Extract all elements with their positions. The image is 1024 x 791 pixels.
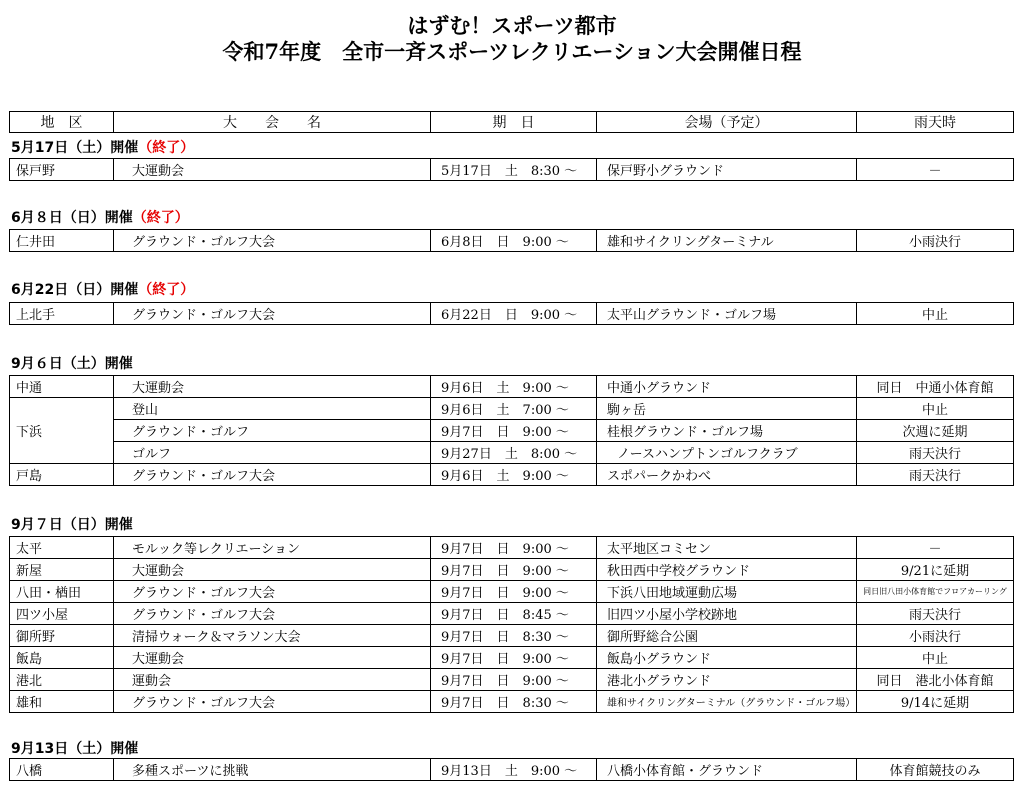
venue-cell: 御所野総合公園	[597, 625, 857, 647]
schedule-table	[9, 758, 1014, 781]
section-heading	[11, 738, 138, 758]
rain-cell: 9/14に延期	[857, 691, 1014, 713]
venue-cell: 雄和サイクリングターミナル	[597, 230, 857, 252]
date-cell: 9月7日 日 8:45 ～	[431, 603, 597, 625]
date-cell: 9月7日 日 9:00 ～	[431, 669, 597, 691]
schedule-table	[9, 229, 1014, 252]
rain-cell: 中止	[857, 398, 1014, 420]
date-cell: 6月8日 日 9:00 ～	[431, 230, 597, 252]
event-cell: グラウンド・ゴルフ大会	[114, 691, 431, 713]
date-cell: 9月13日 土 9:00 ～	[431, 759, 597, 781]
section-date: 9月６日（土）開催	[11, 356, 133, 372]
schedule-table	[9, 158, 1014, 181]
rain-cell: 次週に延期	[857, 420, 1014, 442]
table-row	[10, 537, 1014, 559]
district-cell: 下浜	[10, 398, 114, 464]
table-row	[10, 398, 1014, 420]
event-cell: 多種スポーツに挑戦	[114, 759, 431, 781]
district-cell: 四ツ小屋	[10, 603, 114, 625]
table-row	[10, 303, 1014, 325]
section-date: 9月７日（日）開催	[11, 517, 133, 533]
date-cell: 9月6日 土 7:00 ～	[431, 398, 597, 420]
event-cell: 清掃ウォーク＆マラソン大会	[114, 625, 431, 647]
table-row	[10, 759, 1014, 781]
table-row	[10, 420, 1014, 442]
section-heading	[11, 137, 194, 157]
event-cell: 運動会	[114, 669, 431, 691]
date-cell: 9月7日 日 8:30 ～	[431, 625, 597, 647]
venue-cell: 八橋小体育館・グラウンド	[597, 759, 857, 781]
section-date: 9月13日（土）開催	[11, 741, 139, 757]
event-cell: 大運動会	[114, 647, 431, 669]
venue-cell: 飯島小グラウンド	[597, 647, 857, 669]
event-cell: 登山	[114, 398, 431, 420]
header-event: 大 会 名	[114, 112, 431, 132]
event-cell: 大運動会	[114, 159, 431, 181]
venue-cell: 駒ヶ岳	[597, 398, 857, 420]
header-district: 地 区	[10, 112, 114, 132]
section-status: （終了）	[132, 210, 189, 226]
table-row	[10, 230, 1014, 252]
date-cell: 9月7日 日 9:00 ～	[431, 581, 597, 603]
schedule-table	[9, 302, 1014, 325]
venue-cell: 港北小グラウンド	[597, 669, 857, 691]
rain-cell: 雨天決行	[857, 442, 1014, 464]
date-cell: 9月7日 日 9:00 ～	[431, 647, 597, 669]
date-cell: 9月6日 土 9:00 ～	[431, 376, 597, 398]
venue-cell: 秋田西中学校グラウンド	[597, 559, 857, 581]
section-date: 5月17日（土）開催	[11, 140, 139, 156]
page-title: はずむ！スポーツ都市	[407, 13, 617, 38]
table-row	[10, 464, 1014, 486]
date-cell: 6月22日 日 9:00 ～	[431, 303, 597, 325]
table-header	[9, 111, 1014, 133]
district-cell: 雄和	[10, 691, 114, 713]
venue-cell: 中通小グラウンド	[597, 376, 857, 398]
table-row	[10, 625, 1014, 647]
date-cell: 9月7日 日 8:30 ～	[431, 691, 597, 713]
rain-cell: 同日 港北小体育館	[857, 669, 1014, 691]
district-cell: 御所野	[10, 625, 114, 647]
rain-cell: 9/21に延期	[857, 559, 1014, 581]
district-cell: 上北手	[10, 303, 114, 325]
table-row	[10, 442, 1014, 464]
district-cell: 戸島	[10, 464, 114, 486]
section-date: 6月22日（日）開催	[11, 282, 139, 298]
rain-cell: 同日旧八田小体育館でフロアカーリング	[857, 581, 1014, 603]
section-status: （終了）	[138, 282, 195, 298]
rain-cell: 雨天決行	[857, 464, 1014, 486]
venue-cell: 太平地区コミセン	[597, 537, 857, 559]
table-row	[10, 581, 1014, 603]
date-cell: 5月17日 土 8:30 ～	[431, 159, 597, 181]
table-row	[10, 559, 1014, 581]
section-date: 6月８日（日）開催	[11, 210, 133, 226]
event-cell: グラウンド・ゴルフ大会	[114, 464, 431, 486]
rain-cell: 小雨決行	[857, 230, 1014, 252]
district-cell: 新屋	[10, 559, 114, 581]
rain-cell: 小雨決行	[857, 625, 1014, 647]
event-cell: ゴルフ	[114, 442, 431, 464]
section-status: （終了）	[138, 140, 195, 156]
district-cell: 飯島	[10, 647, 114, 669]
table-row	[10, 647, 1014, 669]
district-cell: 中通	[10, 376, 114, 398]
date-cell: 9月6日 土 9:00 ～	[431, 464, 597, 486]
event-cell: 大運動会	[114, 376, 431, 398]
date-cell: 9月27日 土 8:00 ～	[431, 442, 597, 464]
date-cell: 9月7日 日 9:00 ～	[431, 537, 597, 559]
table-row	[10, 603, 1014, 625]
event-cell: グラウンド・ゴルフ大会	[114, 603, 431, 625]
schedule-table	[9, 536, 1014, 713]
district-cell: 港北	[10, 669, 114, 691]
event-cell: グラウンド・ゴルフ	[114, 420, 431, 442]
venue-cell: 太平山グラウンド・ゴルフ場	[597, 303, 857, 325]
venue-cell: ノースハンプトンゴルフクラブ	[597, 442, 857, 464]
header-venue: 会場（予定）	[597, 112, 857, 132]
section-heading	[11, 514, 133, 534]
district-cell: 仁井田	[10, 230, 114, 252]
event-cell: モルック等レクリエーション	[114, 537, 431, 559]
rain-cell: －	[857, 159, 1014, 181]
rain-cell: 体育館競技のみ	[857, 759, 1014, 781]
district-cell: 太平	[10, 537, 114, 559]
table-row	[10, 669, 1014, 691]
section-heading	[11, 353, 133, 373]
schedule-table	[9, 375, 1014, 486]
venue-cell: 保戸野小グラウンド	[597, 159, 857, 181]
section-heading	[11, 207, 189, 227]
event-cell: グラウンド・ゴルフ大会	[114, 581, 431, 603]
venue-cell: 下浜八田地域運動広場	[597, 581, 857, 603]
rain-cell: 中止	[857, 303, 1014, 325]
district-cell: 保戸野	[10, 159, 114, 181]
venue-cell: 桂根グラウンド・ゴルフ場	[597, 420, 857, 442]
event-cell: グラウンド・ゴルフ大会	[114, 303, 431, 325]
date-cell: 9月7日 日 9:00 ～	[431, 420, 597, 442]
rain-cell: 同日 中通小体育館	[857, 376, 1014, 398]
date-cell: 9月7日 日 9:00 ～	[431, 559, 597, 581]
venue-cell: スポパークかわべ	[597, 464, 857, 486]
district-cell: 八橋	[10, 759, 114, 781]
venue-cell: 旧四ツ小屋小学校跡地	[597, 603, 857, 625]
header-date: 期 日	[431, 112, 597, 132]
rain-cell: －	[857, 537, 1014, 559]
event-cell: グラウンド・ゴルフ大会	[114, 230, 431, 252]
table-row	[10, 159, 1014, 181]
header-rain: 雨天時	[914, 115, 956, 131]
rain-cell: 雨天決行	[857, 603, 1014, 625]
table-row	[10, 691, 1014, 713]
page-subtitle: 令和7年度 全市一斉スポーツレクリエーション大会開催日程	[222, 39, 802, 64]
event-cell: 大運動会	[114, 559, 431, 581]
table-row	[10, 376, 1014, 398]
rain-cell: 中止	[857, 647, 1014, 669]
venue-cell: 雄和サイクリングターミナル（グラウンド・ゴルフ場）	[597, 691, 857, 713]
district-cell: 八田・楢田	[10, 581, 114, 603]
section-heading	[11, 279, 194, 299]
